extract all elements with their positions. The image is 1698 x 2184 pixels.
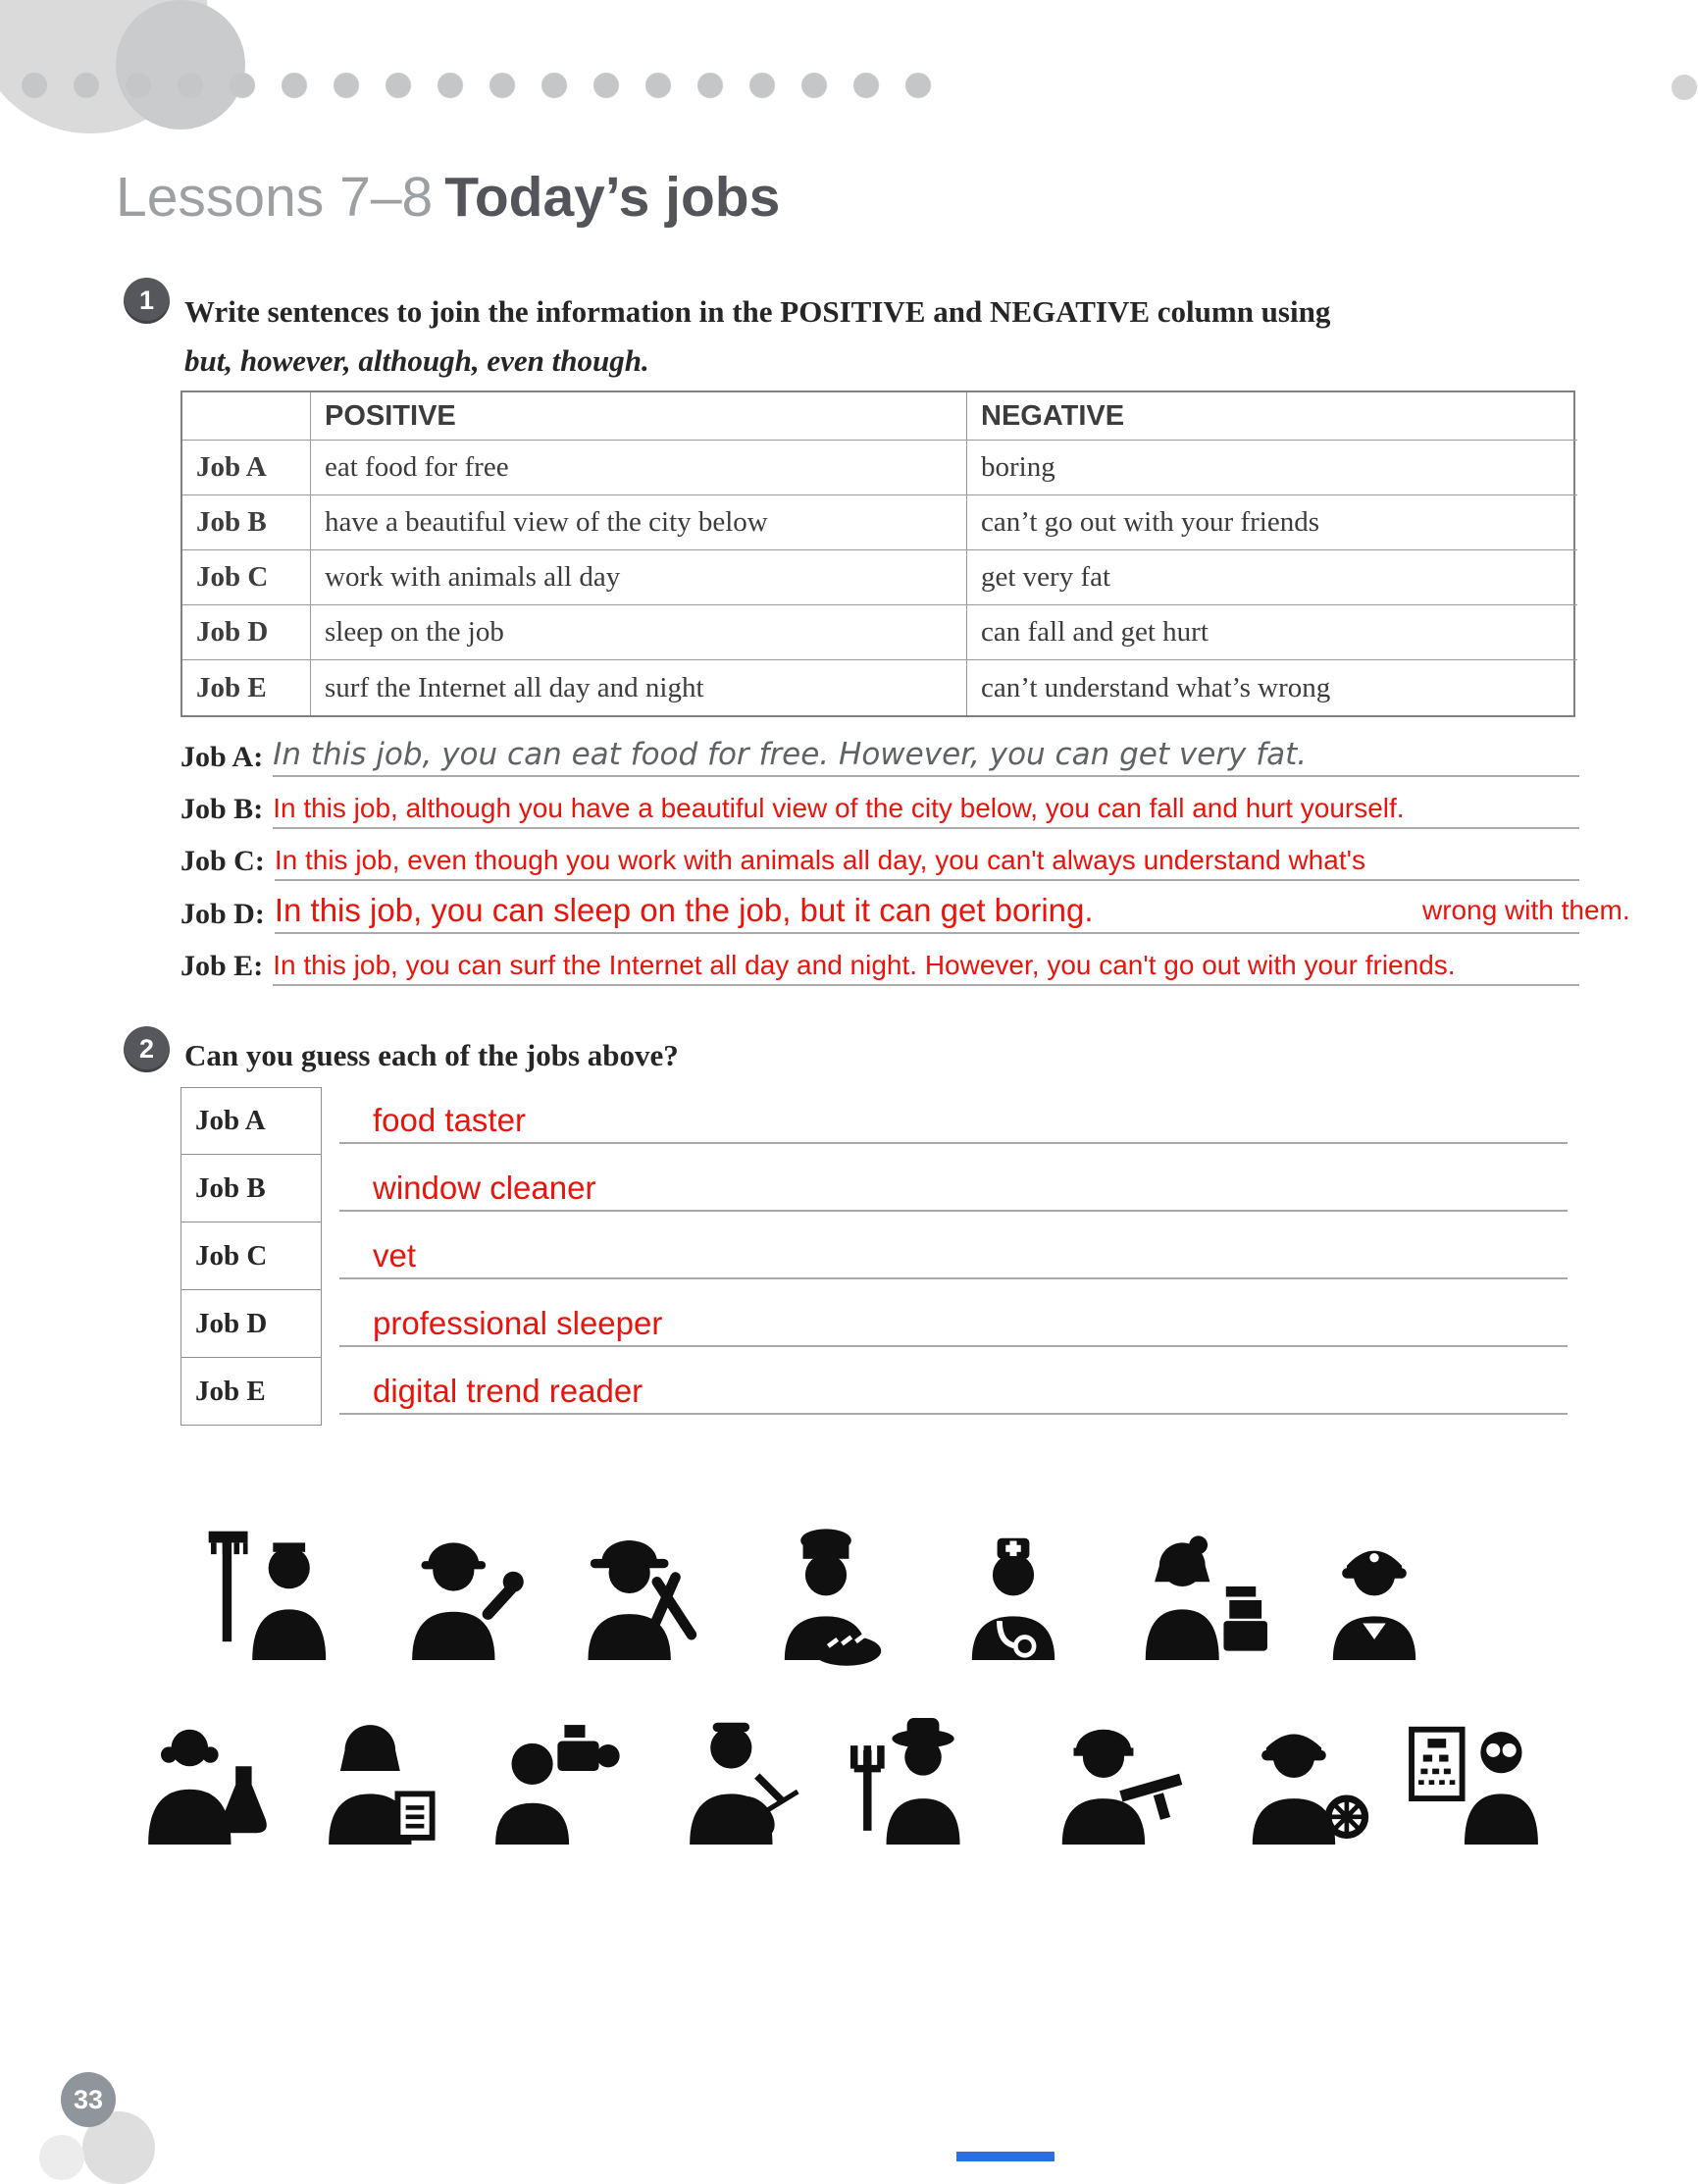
job-a-negative: boring <box>967 441 1577 495</box>
exercise2-job-e-label: Job E <box>180 1358 322 1426</box>
exercise2-writing-area <box>339 1155 1573 1222</box>
pilot-icon <box>1301 1527 1448 1674</box>
optician-icon <box>1405 1711 1552 1858</box>
answer-c-text: In this job, even though you work with animals all day, you can't always understand what's <box>275 845 1579 881</box>
exercise1-answer-row-c <box>180 834 1579 881</box>
soldier-icon <box>1037 1711 1184 1858</box>
exercise2-instruction: Can you guess each of the jobs above? <box>184 1038 679 1072</box>
farmer-icon <box>843 1711 990 1858</box>
exercise2-job-a-label: Job A <box>180 1087 322 1155</box>
exercise2-writing-area <box>339 1087 1573 1155</box>
answer-a-label: Job A: <box>180 741 264 773</box>
page-title <box>116 165 780 230</box>
job-d-label: Job D <box>182 605 311 660</box>
cashier-icon <box>1127 1527 1274 1674</box>
job-c-positive: work with animals all day <box>311 550 967 605</box>
cleaner-icon <box>204 1527 351 1674</box>
exercise2-answer-e: digital trend reader <box>373 1373 643 1409</box>
scientist-icon <box>121 1711 268 1858</box>
answer-d-label: Job D: <box>180 898 265 930</box>
page-number-badge: 33 <box>61 2072 116 2127</box>
exercise2-row-e <box>180 1358 1573 1426</box>
job-d-positive: sleep on the job <box>311 605 967 660</box>
exercise2-writing-area <box>339 1358 1573 1426</box>
answer-c-label: Job C: <box>180 845 265 877</box>
baker-icon <box>752 1527 900 1674</box>
writing-rule <box>339 1345 1568 1347</box>
job-b-label: Job B <box>182 495 311 550</box>
job-e-label: Job E <box>182 660 311 715</box>
secretary-icon <box>301 1711 448 1858</box>
exercise2-answer-b: window cleaner <box>373 1170 596 1206</box>
answer-a-text: In this job, you can eat food for free. However, you can get very fat. <box>273 737 1579 777</box>
answer-e-text: In this job, you can surf the Internet all day and night. However, you can't go out with your friends. <box>273 950 1579 986</box>
decorative-dot-right <box>1672 75 1697 100</box>
exercise1-answer-row-e <box>180 939 1579 986</box>
answer-c-continuation: wrong with them. <box>1422 895 1630 925</box>
exercise2-row-a <box>180 1087 1573 1155</box>
decorative-circle-small <box>116 0 245 130</box>
exercise1-answer-row-d <box>180 887 1579 934</box>
camera-operator-icon <box>475 1711 622 1858</box>
job-e-positive: surf the Internet all day and night <box>311 660 967 715</box>
exercise2-job-c-label: Job C <box>180 1222 322 1290</box>
construction-worker-icon <box>385 1527 532 1674</box>
answer-b-text: In this job, although you have a beautiful view of the city below, you can fall and hurt yourself. <box>273 793 1579 829</box>
writing-rule <box>339 1413 1568 1415</box>
violinist-icon <box>662 1711 809 1858</box>
lesson-title: Today’s jobs <box>444 166 781 229</box>
answer-b-label: Job B: <box>180 793 264 825</box>
table1-header-negative: NEGATIVE <box>967 392 1577 441</box>
exercise2-answer-c: vet <box>373 1237 417 1274</box>
exercise2-row-d <box>180 1290 1573 1358</box>
job-d-negative: can fall and get hurt <box>967 605 1577 660</box>
exercise2-number-badge: 2 <box>124 1026 170 1072</box>
ship-captain-icon <box>1227 1711 1374 1858</box>
exercise2-row-b <box>180 1155 1573 1222</box>
exercise2-answer-d: professional sleeper <box>373 1305 663 1341</box>
footer-decorative-circle-small <box>39 2135 84 2180</box>
exercise2-table <box>180 1087 1573 1426</box>
answer-e-label: Job E: <box>180 950 264 982</box>
exercise2-answer-a: food taster <box>373 1102 526 1138</box>
table1-header-positive: POSITIVE <box>311 392 967 441</box>
exercise1-table <box>180 390 1575 717</box>
lesson-label: Lessons 7–8 <box>116 166 434 229</box>
job-e-negative: can’t understand what’s wrong <box>981 671 1331 703</box>
table1-corner-cell <box>182 392 311 441</box>
exercise2-job-b-label: Job B <box>180 1155 322 1222</box>
exercise1-instruction-conjunctions: but, however, although, even though. <box>184 343 649 379</box>
job-a-positive: eat food for free <box>311 441 967 495</box>
job-b-negative: can’t go out with your friends <box>967 495 1577 550</box>
job-a-label: Job A <box>182 441 311 495</box>
writing-rule <box>339 1142 1568 1144</box>
exercise2-writing-area <box>339 1222 1573 1290</box>
exercise2-row-c <box>180 1222 1573 1290</box>
exercise1-instruction-main: Write sentences to join the information in the POSITIVE and NEGATIVE column using <box>184 294 1331 329</box>
firefighter-icon <box>558 1527 705 1674</box>
answer-d-text: In this job, you can sleep on the job, but it can get boring. <box>275 892 1579 934</box>
exercise2-job-d-label: Job D <box>180 1290 322 1358</box>
writing-rule <box>339 1277 1568 1279</box>
exercise1-number-badge: 1 <box>124 278 170 324</box>
nurse-icon <box>940 1527 1087 1674</box>
job-c-label: Job C <box>182 550 311 605</box>
job-b-positive: have a beautiful view of the city below <box>311 495 967 550</box>
writing-rule <box>339 1210 1568 1212</box>
exercise1-answer-row-b <box>180 782 1579 829</box>
footer-blue-mark <box>956 2152 1055 2161</box>
exercise2-writing-area <box>339 1290 1573 1358</box>
job-c-negative: get very fat <box>967 550 1577 605</box>
exercise1-answer-row-a <box>180 730 1579 777</box>
decorative-dots-row <box>22 73 942 99</box>
exercise1-instruction <box>184 287 1597 386</box>
